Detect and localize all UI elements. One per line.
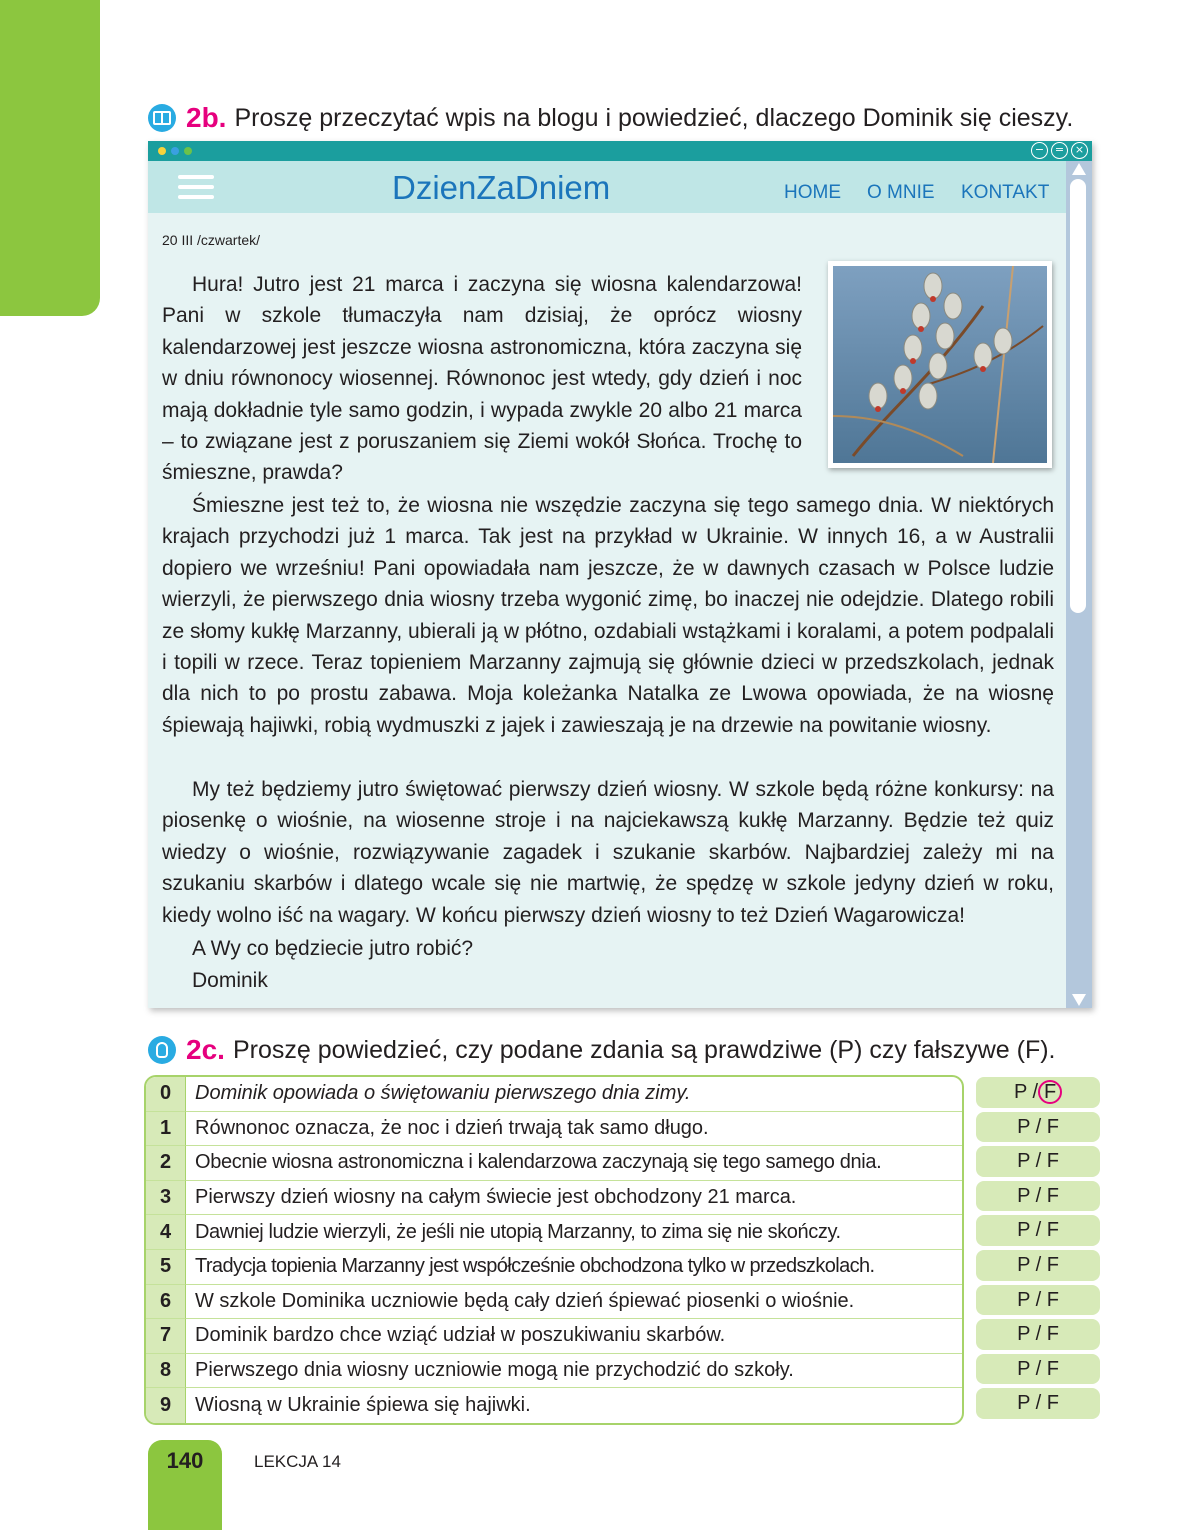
exercise-2b-heading: [148, 102, 1073, 134]
blog-paragraph-3: My też będziemy jutro świętować pierwszy dzień wiosny. W szkole będą różne konkursy: na piosenkę o wiośnie, na wiosenne stroje i na najciekawszą kukłę Marzanny. Będzie też quiz wiedzy o wiośnie, rozwiązywanie zagadek i szukanie skarbów. Najbardziej zależy mi na szukaniu skarbów i dlatego wcale się nie martwię, że spędzę w szkole jedyny dzień w roku, kiedy wolno iść na wagary. W końcu pierwszy dzień wiosny to też Dzień Wagarowicza!: [162, 778, 1054, 927]
answer-choice-1[interactable]: P / F: [976, 1112, 1100, 1143]
nav-home-link[interactable]: HOME: [784, 182, 841, 203]
answer-choice-3[interactable]: P / F: [976, 1181, 1100, 1212]
lesson-label: LEKCJA 14: [254, 1452, 341, 1471]
menu-icon[interactable]: [178, 175, 214, 199]
blog-paragraph-1: Hura! Jutro jest 21 marca i zaczyna się wiosna kalendarzowa! Pani w szkole tłumaczyła nam dzisiaj, że oprócz wiosny kalendarzowej jest jeszcze wiosna astronomiczna, która zaczyna się w dniu równonocy wiosennej. Równonoc jest wtedy, gdy dzień i noc mają dokładnie tyle samo godzin, i wypada zwykle 20 albo 21 marca – to związane jest z poruszaniem się Ziemi wokół Słońca. Trochę to śmieszne, prawda?: [162, 273, 802, 485]
row-number: 2: [146, 1146, 186, 1181]
row-number: 5: [146, 1250, 186, 1285]
statement: Pierwszy dzień wiosny na całym świecie jest obchodzony 21 marca.: [186, 1181, 962, 1216]
row-number: 8: [146, 1354, 186, 1389]
answer-choice-0[interactable]: [976, 1077, 1100, 1108]
statement: Dominik bardzo chce wziąć udział w poszukiwaniu skarbów.: [186, 1319, 962, 1354]
scroll-up-icon[interactable]: [1072, 163, 1086, 175]
row-number: 4: [146, 1215, 186, 1250]
answer-choice-8[interactable]: P / F: [976, 1354, 1100, 1385]
answer-choice-4[interactable]: P / F: [976, 1215, 1100, 1246]
statement: Pierwszego dnia wiosny uczniowie mogą nie przychodzić do szkoły.: [186, 1354, 962, 1389]
close-icon[interactable]: ×: [1071, 142, 1088, 159]
row-number: 6: [146, 1285, 186, 1320]
scrollbar[interactable]: [1066, 161, 1092, 1008]
row-number: 0: [146, 1077, 186, 1112]
answer-choice-7[interactable]: P / F: [976, 1319, 1100, 1350]
raised-hand-icon: [148, 1036, 176, 1064]
answer-choice-2[interactable]: P / F: [976, 1146, 1100, 1177]
answer-choice-9[interactable]: P / F: [976, 1388, 1100, 1419]
window-dot-green-icon: [184, 147, 192, 155]
statement: Dominik opowiada o świętowaniu pierwszego dnia zimy.: [186, 1077, 962, 1112]
table-row: [146, 1077, 962, 1112]
exercise-number: 2b.: [186, 102, 227, 133]
book-icon: [148, 104, 176, 132]
table-row: [146, 1112, 962, 1147]
post-date: 20 III /czwartek/: [162, 232, 261, 248]
scrollbar-thumb[interactable]: [1070, 179, 1086, 613]
row-number: 3: [146, 1181, 186, 1216]
maximize-icon[interactable]: =: [1051, 142, 1068, 159]
blog-navbar: [148, 161, 1066, 213]
exercise-instruction: Proszę powiedzieć, czy podane zdania są prawdziwe (P) czy fałszywe (F).: [232, 1035, 1056, 1064]
answer-column: [976, 1077, 1100, 1423]
window-titlebar: [148, 141, 1092, 161]
row-number: 1: [146, 1112, 186, 1147]
scroll-down-icon[interactable]: [1072, 994, 1086, 1006]
answer-p-label[interactable]: P /: [1013, 1081, 1039, 1103]
statement: Dawniej ludzie wierzyli, że jeśli nie utopią Marzanny, to zima się nie skończy.: [186, 1215, 962, 1250]
page-number: 140: [166, 1448, 204, 1473]
nav-about-link[interactable]: O MNIE: [867, 182, 935, 203]
blog-question: A Wy co będziecie jutro robić?: [192, 937, 474, 960]
table-row: [146, 1215, 962, 1250]
true-false-table: [144, 1075, 964, 1425]
table-row: [146, 1146, 962, 1181]
nav-contact-link[interactable]: KONTAKT: [961, 182, 1050, 203]
row-number: 7: [146, 1319, 186, 1354]
exercise-2c-heading: [148, 1034, 1055, 1066]
window-dot-blue-icon: [171, 147, 179, 155]
table-row: [146, 1354, 962, 1389]
table-row: [146, 1181, 962, 1216]
row-number: 9: [146, 1388, 186, 1423]
exercise-number: 2c.: [186, 1034, 225, 1065]
statement: Wiosną w Ukrainie śpiewa się hajiwki.: [195, 1394, 531, 1417]
answer-choice-5[interactable]: P / F: [976, 1250, 1100, 1281]
table-row: [146, 1285, 962, 1320]
statement: Obecnie wiosna astronomiczna i kalendarzowa zaczynają się tego samego dnia.: [186, 1146, 962, 1181]
statement: Równonoc oznacza, że noc i dzień trwają tak samo długo.: [186, 1112, 962, 1147]
table-row: [146, 1250, 962, 1285]
minimize-icon[interactable]: −: [1031, 142, 1048, 159]
site-title[interactable]: DzienZaDniem: [392, 169, 611, 206]
answer-choice-6[interactable]: P / F: [976, 1285, 1100, 1316]
blog-signature: Dominik: [192, 969, 268, 992]
chapter-side-tab: [0, 0, 100, 316]
table-row: [146, 1388, 962, 1423]
statement: W szkole Dominika uczniowie będą cały dzień śpiewać piosenki o wiośnie.: [186, 1285, 962, 1320]
blog-browser-window: [148, 141, 1092, 1008]
window-dot-yellow-icon: [158, 147, 166, 155]
table-row: [146, 1319, 962, 1354]
exercise-instruction: Proszę przeczytać wpis na blogu i powiedzieć, dlaczego Dominik się cieszy.: [234, 103, 1074, 132]
statement: Tradycja topienia Marzanny jest współcześnie obchodzona tylko w przedszkolach.: [186, 1250, 962, 1285]
pussy-willow-photo: [828, 261, 1052, 468]
answer-f-circled[interactable]: F: [1038, 1080, 1062, 1104]
blog-paragraph-2: Śmieszne jest też to, że wiosna nie wszędzie zaczyna się tego samego dnia. W niektórych krajach przychodzi już 1 marca. Tak jest na przykład w Ukrainie. W innych 16, a w Australii dopiero we wrześniu! Pani opowiadała nam jeszcze, że w dawnych czasach w Polsce ludzie wierzyli, że pierwszego dnia wiosny trzeba wygonić zimę, bo inaczej nie odejdzie. Dlatego robili ze słomy kukłę Marzanny, ubierali ją w płótno, ozdabiali wstążkami i koralami, a potem podpalali i topili w rzece. Teraz topieniem Marzanny zajmują się głównie dzieci w przedszkolach, jednak dla nich to po prostu zabawa. Moja koleżanka Natalka ze Lwowa opowiada, że na wiosnę śpiewają hajiwki, robią wydmuszki z jajek i zawieszają je na drzewie na powitanie wiosny.: [162, 494, 1054, 737]
